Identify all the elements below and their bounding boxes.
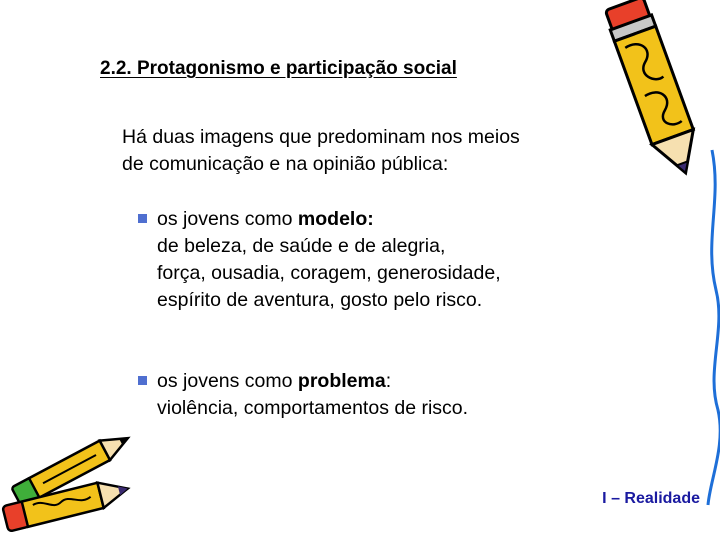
slide-title: 2.2. Protagonismo e participação social xyxy=(100,58,457,79)
bullet-item-modelo xyxy=(138,206,501,314)
bullet-line: de beleza, de saúde e de alegria, xyxy=(157,235,446,257)
intro-line-1: Há duas imagens que predominam nos meios xyxy=(122,126,520,148)
square-bullet-icon xyxy=(138,376,147,385)
bullet-lead: os jovens como xyxy=(157,208,298,230)
bullet-lead: os jovens como xyxy=(157,370,298,392)
wave-line xyxy=(708,150,720,505)
bullet-item-problema xyxy=(138,368,468,422)
intro-text xyxy=(122,124,520,178)
square-bullet-icon xyxy=(138,214,147,223)
bullet-line: violência, comportamentos de risco. xyxy=(157,397,469,419)
bullet-tail: : xyxy=(385,370,392,392)
bullet-keyword: problema xyxy=(297,370,386,392)
crossed-pencils-icon xyxy=(0,430,140,535)
intro-line-2: de comunicação e na opinião pública: xyxy=(122,153,449,175)
pencil-with-wave-icon xyxy=(594,0,720,510)
bullet-line: força, ousadia, coragem, generosidade, xyxy=(157,262,501,284)
bullet-keyword: modelo: xyxy=(297,208,374,230)
section-footer: I – Realidade xyxy=(602,490,700,507)
bullet-line: espírito de aventura, gosto pelo risco. xyxy=(157,289,483,311)
